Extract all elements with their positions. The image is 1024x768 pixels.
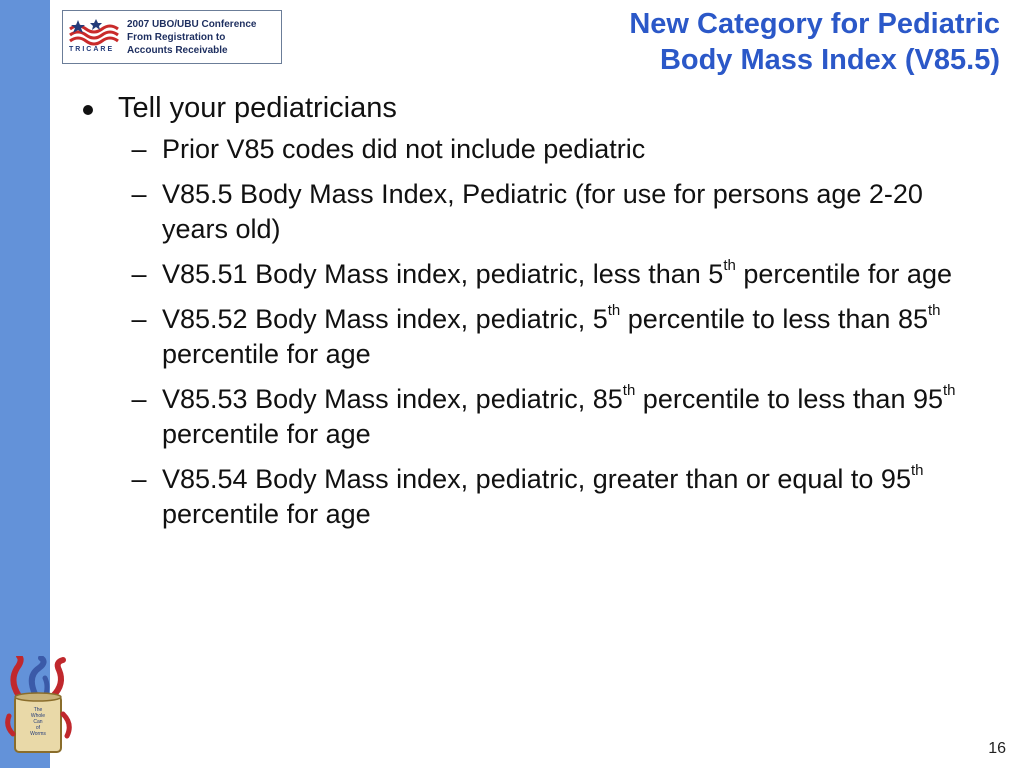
dash-icon: – [131,464,147,494]
dash-icon: – [131,384,147,414]
sub-bullet-text-part: V85.53 Body Mass index, pediatric, 85 [162,384,623,414]
sub-bullet-text-part: percentile for age [162,419,371,449]
worm-logo-text-line-4: of [35,725,41,731]
dash-icon: – [131,304,147,334]
superscript: th [943,382,956,399]
title-line-1: New Category for Pediatric [629,8,1000,40]
worm-logo-text-line-1: The [33,707,43,713]
bullet-dot-icon [83,105,93,115]
sub-bullet-item [78,302,958,372]
sub-bullet-text: Prior V85 codes did not include pediatric [162,134,646,164]
page-number: 16 [988,740,1006,757]
sub-bullet-text: V85.5 Body Mass Index, Pediatric (for use for persons age 2-20 years old) [162,179,923,244]
sub-bullet-text-part: percentile for age [162,339,371,369]
logo-line-1: 2007 UBO/UBU Conference [127,19,257,30]
slide-title [440,6,1000,78]
logo-line-2: From Registration to [127,32,226,43]
worm-logo-text-line-3: Can [33,719,43,725]
worm-logo-text-line-5: Worms [30,731,46,737]
worm-logo-text-line-2: Whole [30,713,46,719]
superscript: th [910,462,924,479]
sub-bullet-text-part: percentile for age [162,499,371,529]
dash-icon: – [131,259,147,289]
dash-icon: – [131,179,147,209]
left-sidebar-bar [0,0,50,768]
sub-bullet-text-part: V85.52 Body Mass index, pediatric, 5 [162,304,608,334]
sub-bullet-list [78,132,958,532]
sub-bullet-item [78,382,958,452]
title-line-2: Body Mass Index (V85.5) [659,44,1000,76]
conference-logo-text [127,18,256,57]
logo-line-3: Accounts Receivable [127,45,228,56]
sub-bullet-text-part: V85.54 Body Mass index, pediatric, greater than or equal to 95 [162,464,911,494]
superscript: th [927,302,941,319]
sub-bullet-text-part: percentile to less than 85 [620,304,928,334]
sub-bullet-text-part: percentile for age [735,259,952,289]
dash-icon: – [131,134,147,164]
sub-bullet-item [78,177,958,247]
slide-content [78,90,958,542]
sub-bullet-item [78,462,958,532]
superscript: th [607,302,621,319]
tricare-wordmark: TRICARE [69,46,115,53]
can-of-worms-logo-icon [5,656,75,756]
sub-bullet-text-part: V85.51 Body Mass index, pediatric, less than 5 [162,259,724,289]
conference-logo-box [62,10,282,64]
main-bullet-text: Tell your pediatricians [118,92,397,124]
superscript: th [622,382,636,399]
main-bullet [78,90,958,126]
superscript: th [723,257,736,274]
sub-bullet-text-part: percentile to less than 95 [635,384,943,414]
sub-bullet-item [78,132,958,167]
sub-bullet-item [78,257,958,292]
